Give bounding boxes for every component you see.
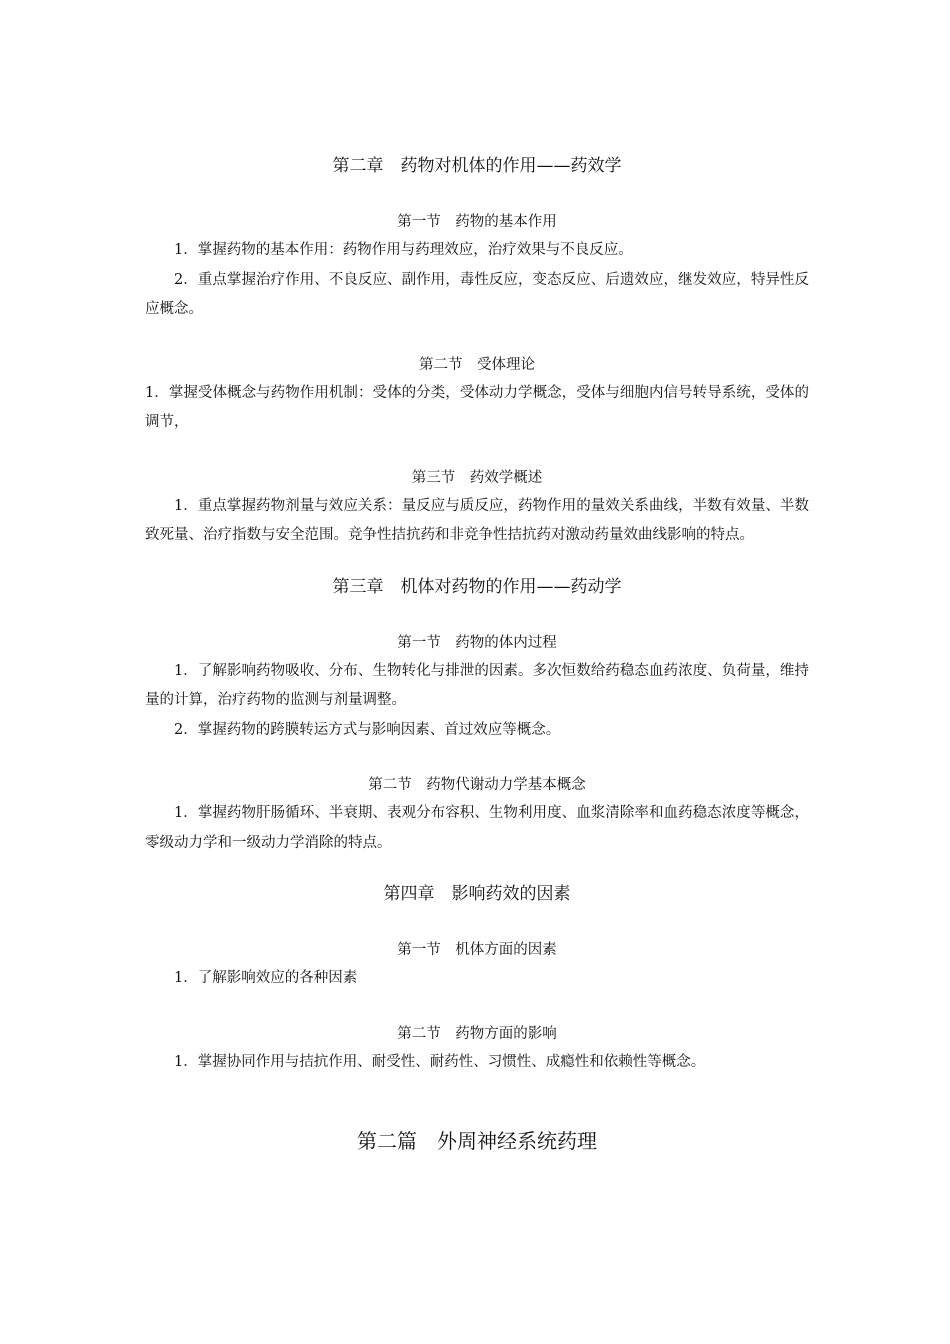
section-title: 第一节 机体方面的因素 (397, 942, 557, 958)
paragraph: 1．重点掌握药物剂量与效应关系：量反应与质反应，药物作用的量效关系曲线，半数有效量、半数致死量、治疗指数与安全范围。竞争性拮抗药和非竞争性拮抗药对激动药量效曲线影响的特点。 (145, 497, 809, 543)
section-title: 第一节 药物的基本作用 (397, 214, 557, 230)
paragraph: 1．掌握药物肝肠循环、半衰期、表观分布容积、生物利用度、血浆清除率和血药稳态浓度等概念，零级动力学和一级动力学消除的特点。 (145, 805, 809, 851)
paragraph: 1．了解影响效应的各种因素 (174, 970, 358, 986)
section-title: 第三节 药效学概述 (411, 469, 543, 486)
section-title: 第二节 药物方面的影响 (397, 1025, 557, 1042)
paragraph: 2．掌握药物的跨膜转运方式与影响因素、首过效应等概念。 (174, 721, 561, 738)
paragraph: 2．重点掌握治疗作用、不良反应、副作用，毒性反应，变态反应、后遗效应，继发效应，特异性反应概念。 (145, 271, 809, 317)
section-title: 第二节 药物代谢动力学基本概念 (368, 777, 586, 793)
paragraph: 1．掌握协同作用与拮抗作用、耐受性、耐药性、习惯性、成瘾性和依赖性等概念。 (174, 1053, 706, 1070)
part-title: 第二篇 外周神经系统药理 (357, 1129, 597, 1153)
paragraph: 1．掌握药物的基本作用：药物作用与药理效应，治疗效果与不良反应。 (174, 242, 633, 258)
chapter-title: 第二章 药物对机体的作用——药效学 (332, 156, 622, 176)
chapter-title: 第三章 机体对药物的作用——药动学 (332, 576, 622, 597)
chapter-title: 第四章 影响药效的因素 (383, 884, 571, 904)
section-title: 第一节 药物的体内过程 (397, 634, 557, 651)
document-content (145, 150, 809, 1159)
paragraph: 1．了解影响药物吸收、分布、生物转化与排泄的因素。多次恒数给药稳态血药浓度、负荷量，维持量的计算，治疗药物的监测与剂量调整。 (145, 662, 809, 708)
section-title: 第二节 受体理论 (419, 356, 535, 373)
paragraph: 1．掌握受体概念与药物作用机制：受体的分类，受体动力学概念，受体与细胞内信号转导系统，受体的调节， (145, 384, 809, 430)
